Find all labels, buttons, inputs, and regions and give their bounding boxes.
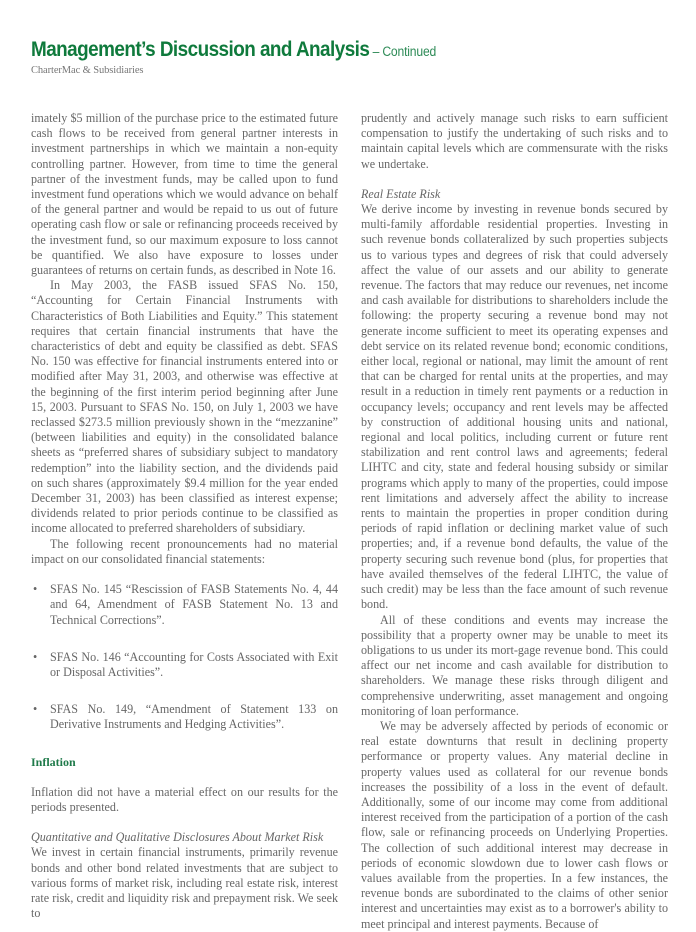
paragraph-real-estate-risk: We derive income by investing in revenue bonds secured by multi-family affordable residential properties. Investing in such revenue bonds collateralized by such properties subjects us to various types and degrees of risk that could adversely affect the value of our assets and our ability to generate revenue. The factors that may reduce our revenues, net income and cash available for distributions to shareholders include the following: the property securing a revenue bond may not generate income sufficient to meet its operating expenses and debt service on its related revenue bond; economic conditions, either local, regional or national, may limit the amount of rent that can be charged for rental units at the properties, and may result in a reduction in timely rent payments or a reduction in occupancy levels; occupancy and rent levels may be affected by construction of additional housing units and national, regional and local politics, including current or future rent stabilization and rent control laws and agreements; federal LIHTC and city, state and federal housing subsidy or similar programs which apply to many of the properties, could impose rent limitations and adversely affect the ability to increase rents to maintain the properties in proper condition during periods of rapid inflation or declining market value of such properties; and, if a revenue bond defaults, the value of the property securing such revenue bond (plus, for properties that have availed themselves of the federal LIHTC, the value of such credit) may be less than the face amount of such revenue bond. (361, 202, 668, 612)
spacer (31, 815, 338, 830)
list-item (31, 702, 338, 732)
company-subtitle: CharterMac & Subsidiaries (31, 65, 144, 76)
list-item (31, 582, 338, 628)
paragraph-pronouncements-intro: The following recent pronouncements had no material impact on our consolidated financial statements: (31, 536, 338, 566)
section-heading-real-estate-risk: Real Estate Risk (361, 186, 441, 201)
paragraph: imately $5 million of the purchase price to the estimated future cash flows to be received from general partner interests in investment partnerships in which we maintain a non-equity controlling partner. However, from time to time the general partner of the investment funds, may be called upon to fund investment fund operations which we would advance on behalf of the general partner and would be repaid to us out of future operating cash flow or sale or refinancing proceeds received by the investment fund, so our maximum exposure to loss cannot be quantified. We also have exposure to losses under guarantees of returns on certain funds, as described in Note 16. (31, 111, 338, 278)
paragraph: We may be adversely affected by periods of economic or real estate downturns that result in declining property performance or property values. Any material decline in property values used as collateral for our revenue bonds increases the possibility of a loss in the event of default. Additionally, some of our income may come from additional interest received from the participation of a portion of the cash flow, sale or refinancing proceeds on Underlying Properties. The collection of such additional interest may decrease in periods of economic slowdown due to lower cash flows or values available from the properties. In a few instances, the revenue bonds are subordinated to the claims of other senior interest and uncertainties may exist as to a borrower's ability to meet principal and interest payments. Because of (361, 718, 668, 931)
section-heading-market-risk: Quantitative and Qualitative Disclosures About Market Risk (31, 830, 324, 845)
spacer (31, 770, 338, 785)
section-heading-inflation: Inflation (31, 754, 76, 769)
bullet-icon: • (33, 649, 38, 664)
paragraph-inflation: Inflation did not have a material effect on our results for the periods presented. (31, 784, 338, 814)
list-item (31, 650, 338, 680)
spacer (361, 172, 668, 187)
paragraph: prudently and actively manage such risks to earn sufficient compensation to justify the undertaking of such risks and to maintain capital levels which are commensurate with the risks we undertake. (361, 111, 668, 171)
left-column (31, 111, 338, 921)
list-item-text: SFAS No. 145 “Rescission of FASB Statements No. 4, 44 and 64, Amendment of FASB Statement No. 13 and Technical Corrections”. (50, 582, 338, 627)
list-item-text: SFAS No. 149, “Amendment of Statement 133 on Derivative Instruments and Hedging Activities”. (50, 702, 338, 732)
page-header (31, 38, 481, 76)
right-column (361, 111, 668, 932)
paragraph-sfas-150: In May 2003, the FASB issued SFAS No. 150, “Accounting for Certain Financial Instruments with Characteristics of Both Liabilities and Equity.” This statement requires that certain financial instruments that have the characteristics of debt and equity be classified as debt. SFAS No. 150 was effective for financial instruments entered into or modified after May 31, 2003, and otherwise was effective at the beginning of the first interim period beginning after June 15, 2003. Pursuant to SFAS No. 150, on July 1, 2003 we have reclassed $273.5 million previously shown in the “mezzanine” (between liabilities and equity) in the consolidated balance sheets as “preferred shares of subsidiary subject to mandatory redemption” into the liability section, and the dividends paid on such shares (approximately $9.4 million for the year ended December 31, 2003) has been classified as interest expense; dividends related to prior periods continue to be classified as income allocated to preferred shareholders of subsidiary. (31, 278, 338, 536)
bullet-icon: • (33, 702, 38, 717)
title-suffix: – Continued (369, 44, 437, 59)
paragraph-market-risk: We invest in certain financial instruments, primarily revenue bonds and other bond related investments that are subject to various forms of market risk, including real estate risk, interest rate risk, credit and liquidity risk and prepayment risk. We seek to (31, 845, 338, 921)
paragraph: All of these conditions and events may increase the possibility that a property owner may be unable to meet its obligations to us under its mort-gage revenue bond. This could affect our net income and cash available for distribution to shareholders. We manage these risks through diligent and comprehensive underwriting, asset management and ongoing monitoring of loan performance. (361, 612, 668, 718)
bullet-icon: • (33, 582, 38, 597)
title-text: Management’s Discussion and Analysis (31, 38, 370, 61)
pronouncements-list (31, 582, 338, 732)
list-item-text: SFAS No. 146 “Accounting for Costs Associated with Exit or Disposal Activities”. (50, 649, 338, 679)
page-title (31, 38, 436, 64)
